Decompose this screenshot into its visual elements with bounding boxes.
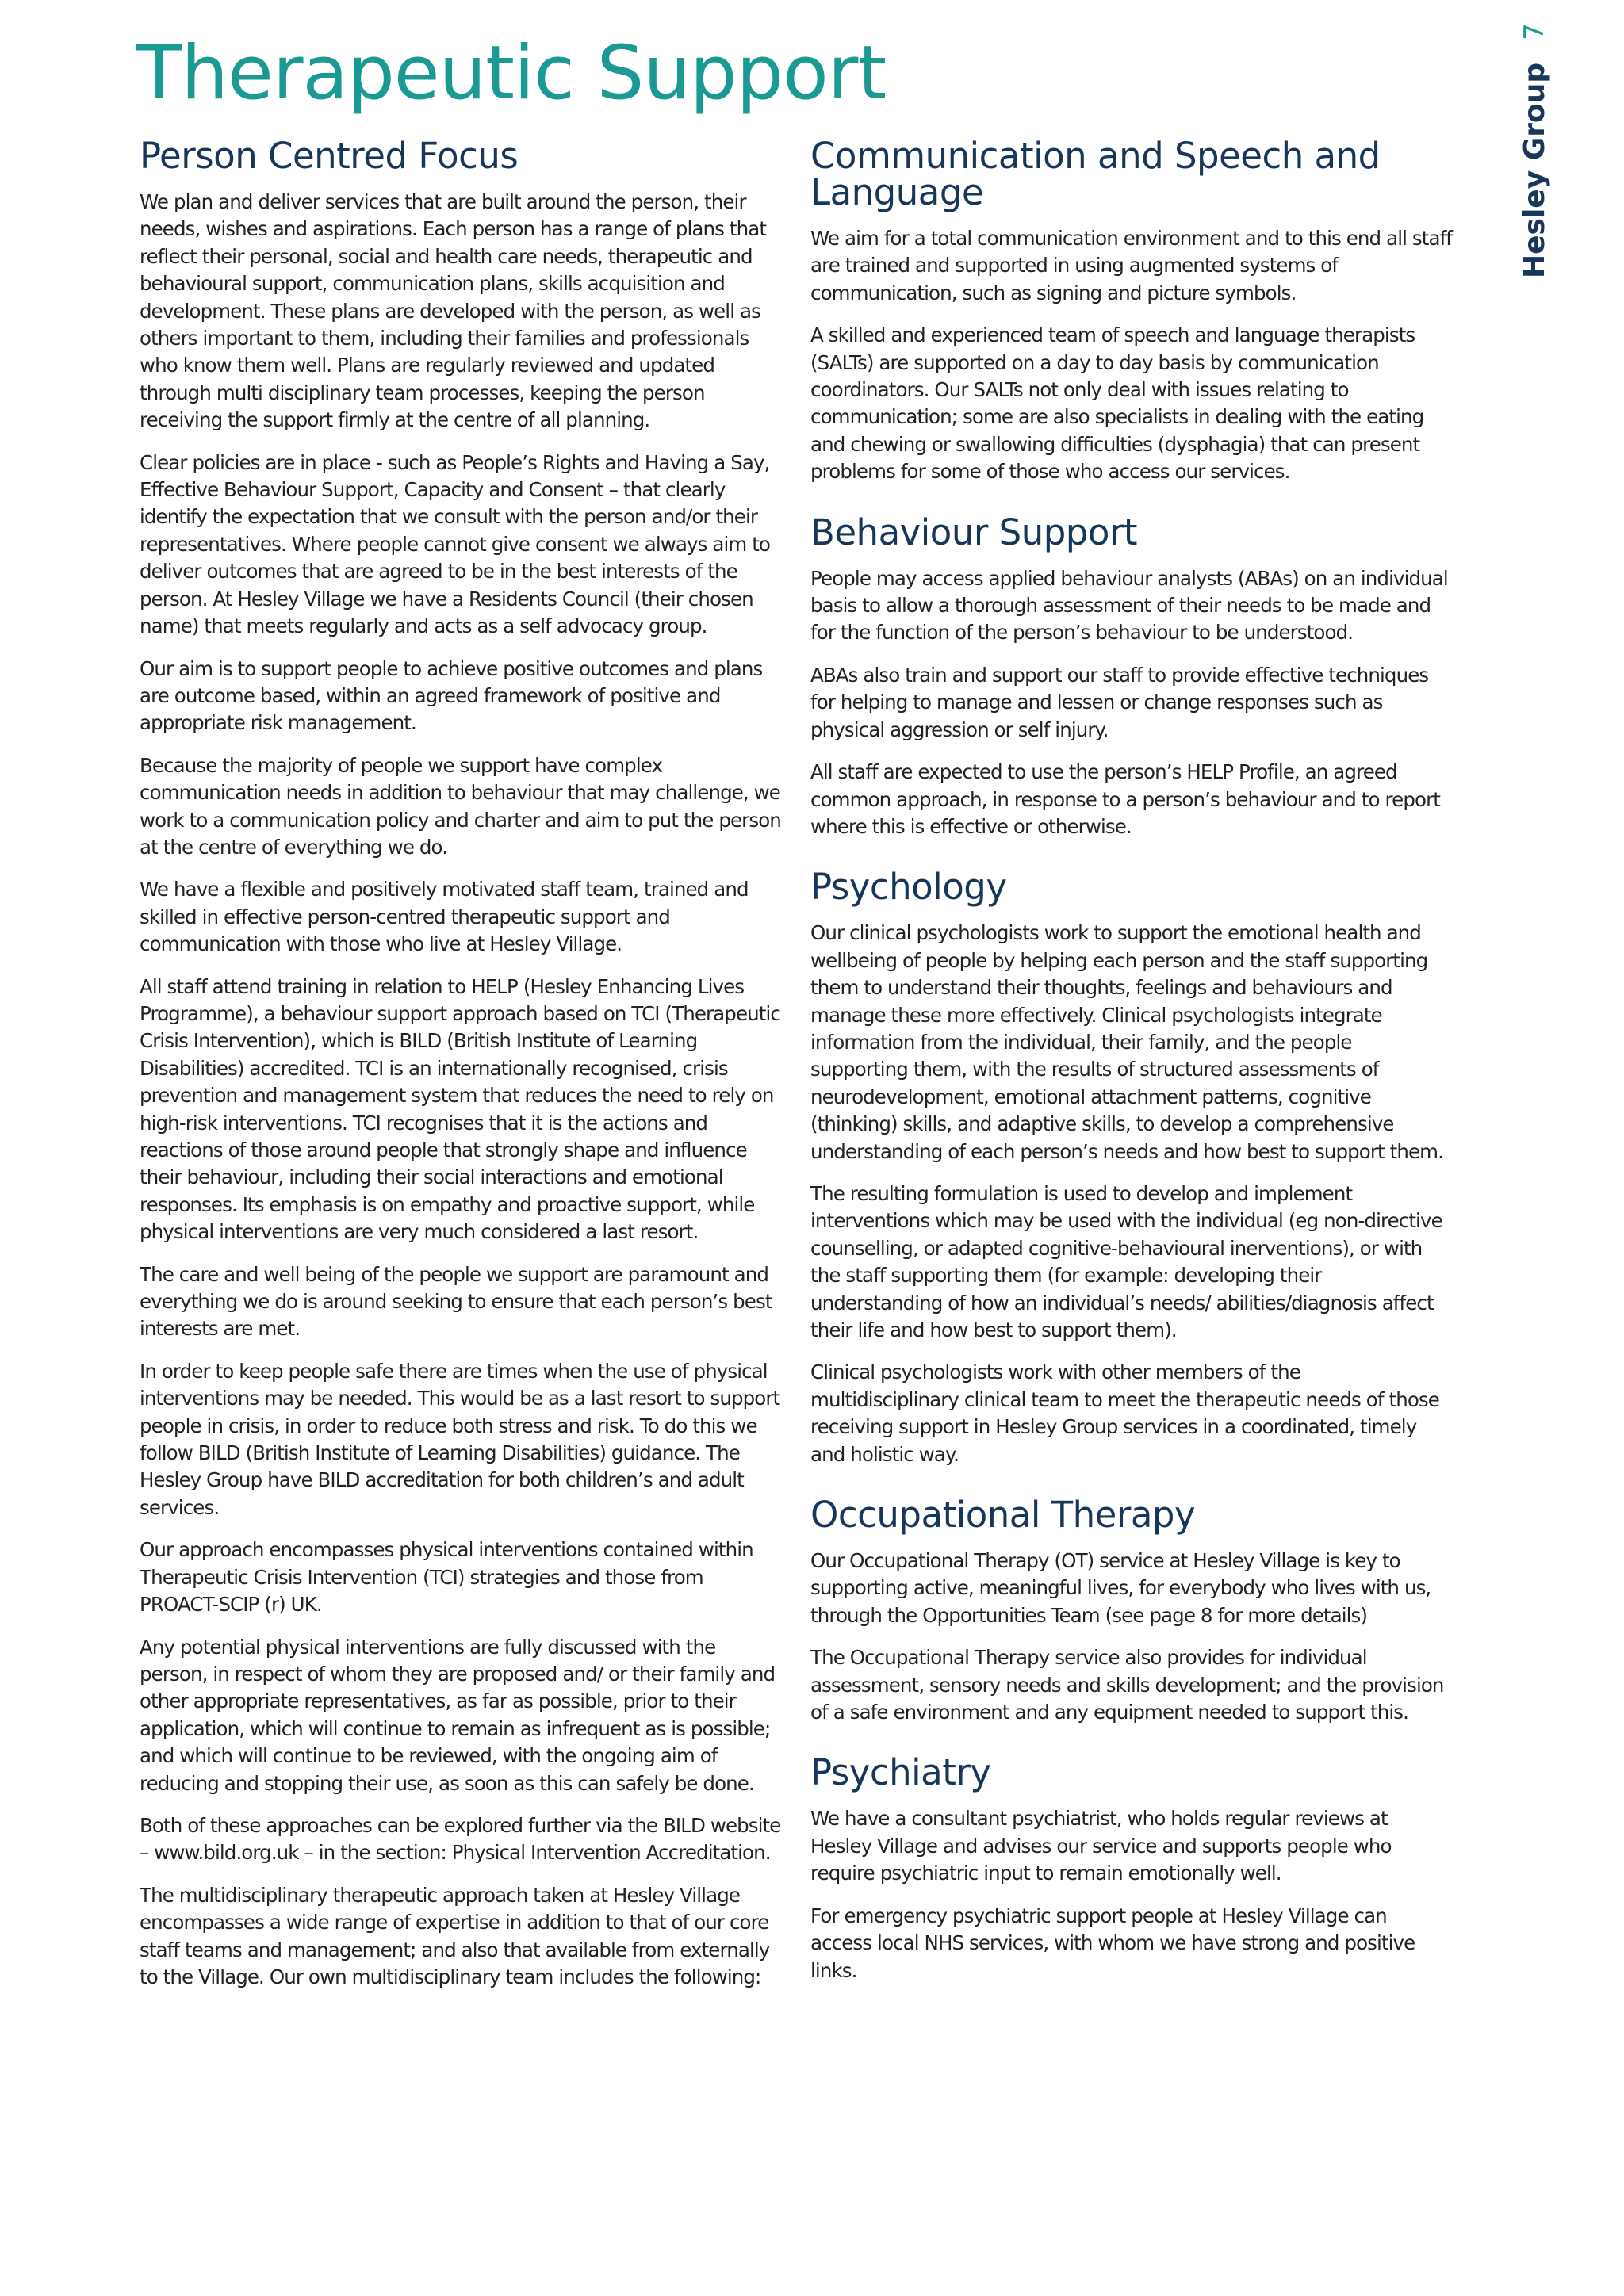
paragraph: Clinical psychologists work with other members of the multidisciplinary clinical team to meet the therapeutic needs of those receiving support in Hesley Group services in a coordinated, timely and holistic way. <box>810 1360 1439 1466</box>
paragraph: Our Occupational Therapy (OT) service at Hesley Village is key to supporting active, meaningful lives, for everybody who lives with us, through the Opportunities Team (see page 8 for more details) <box>810 1549 1431 1627</box>
paragraph: Our clinical psychologists work to support the emotional health and wellbeing of people by helping each person and the staff supporting them to understand their thoughts, feelings and behaviours and manage these more effectively. Clinical psychologists integrate information from the individual, their family, and the people supporting them, with the results of structured assessments of neurodevelopment, emotional attachment patterns, cognitive (thinking) skills, and adaptive skills, to develop a comprehensive understanding of each person’s needs and how best to support them. <box>810 921 1443 1163</box>
section-heading: Psychiatry <box>810 1751 991 1794</box>
section-behaviour-support <box>810 511 1453 841</box>
section-psychiatry <box>810 1751 1453 1984</box>
paragraph: Both of these approaches can be explored further via the BILD website – www.bild.org.uk – in the section: Physical Intervention Accreditation. <box>140 1813 781 1865</box>
paragraph: The care and well being of the people we support are paramount and everything we do is around seeking to ensure that each person’s best interests are met. <box>140 1262 772 1341</box>
paragraph: In order to keep people safe there are times when the use of physical interventions may be needed. This would be as a last resort to support people in crisis, in order to reduce both stress and risk. To do this we follow BILD (British Institute of Learning Disabilities) guidance. The Hesley Group have BILD accreditation for both children’s and adult services. <box>140 1359 780 1519</box>
paragraph: All staff are expected to use the person’s HELP Profile, an agreed common approach, in response to a person’s behaviour and to report where this is effective or otherwise. <box>810 760 1440 838</box>
page-number: 7 <box>1519 23 1550 40</box>
paragraph: We aim for a total communication environment and to this end all staff are trained and supported in using augmented systems of communication, such as signing and picture symbols. <box>810 227 1453 304</box>
paragraph: Our approach encompasses physical interventions contained within Therapeutic Crisis Intervention (TCI) strategies and those from PROACT-SCIP (r) UK. <box>140 1538 753 1617</box>
section-heading: Psychology <box>810 866 1007 909</box>
section-heading: Occupational Therapy <box>810 1494 1196 1536</box>
section-occupational-therapy <box>810 1494 1453 1726</box>
section-person-centred-focus <box>140 135 782 1991</box>
paragraph: Clear policies are in place - such as People’s Rights and Having a Say, Effective Behaviour Support, Capacity and Consent – that clearly identify the expectation that we consult with the person and/or their representatives. Where people cannot give consent we always aim to deliver outcomes that are agreed to be in the best interests of the person. At Hesley Village we have a Residents Council (their chosen name) that meets regularly and acts as a self advocacy group. <box>140 450 771 638</box>
right-column <box>810 135 1453 1999</box>
paragraph: Our aim is to support people to achieve positive outcomes and plans are outcome based, within an agreed framework of positive and appropriate risk management. <box>140 656 763 735</box>
brand-name: Hesley Group <box>1518 62 1551 278</box>
paragraph: Any potential physical interventions are fully discussed with the person, in respect of whom they are proposed and/ or their family and other appropriate representatives, as far as possible, prior to their application, which will continue to remain as infrequent as is possible; and which will continue to be reviewed, with the ongoing aim of reducing and stopping their use, as soon as this can safely be done. <box>140 1635 776 1795</box>
section-heading: Communication and Speech and Language <box>810 135 1381 213</box>
paragraph: ABAs also train and support our staff to provide effective techniques for helping to manage and lessen or change responses such as physical aggression or self injury. <box>810 663 1429 741</box>
paragraph: A skilled and experienced team of speech and language therapists (SALTs) are supported on a day to day basis by communication coordinators. Our SALTs not only deal with issues relating to communication; some are also specialists in dealing with the eating and chewing or swallowing difficulties (dysphagia) that can present problems for some of those who access our services. <box>810 323 1424 484</box>
side-brand <box>1503 23 1566 278</box>
paragraph: We have a consultant psychiatrist, who holds regular reviews at Hesley Village and advises our service and supports people who require psychiatric input to remain emotionally well. <box>810 1807 1392 1885</box>
paragraph: People may access applied behaviour analysts (ABAs) on an individual basis to allow a thorough assessment of their needs to be made and for the function of the person’s behaviour to be understood. <box>810 566 1448 645</box>
paragraph: We plan and deliver services that are built around the person, their needs, wishes and aspirations. Each person has a range of plans that reflect their personal, social and health care needs, therapeutic and behavioural support, communication plans, skills acquisition and development. These plans are developed with the person, as well as others important to them, including their families and professionals who know them well. Plans are regularly reviewed and updated through multi disciplinary team processes, keeping the person receiving the support firmly at the centre of all planning. <box>140 190 767 432</box>
paragraph: Because the majority of people we support have complex communication needs in addition to behaviour that may challenge, we work to a communication policy and charter and aim to put the person at the centre of everything we do. <box>140 753 781 859</box>
page-title: Therapeutic Support <box>136 30 887 117</box>
paragraph: For emergency psychiatric support people at Hesley Village can access local NHS services, with whom we have strong and positive links. <box>810 1904 1415 1982</box>
paragraph: The resulting formulation is used to develop and implement interventions which may be used with the individual (eg non-directive counselling, or adapted cognitive-behavioural inerventions), or with the staff supporting them (for example: developing their understanding of how an individual’s needs/ abilities/diagnosis affect their life and how best to support them). <box>810 1181 1442 1341</box>
paragraph: We have a flexible and positively motivated staff team, trained and skilled in effective person-centred therapeutic support and communication with those who live at Hesley Village. <box>140 878 749 956</box>
section-communication-speech-language <box>810 135 1453 486</box>
paragraph: The multidisciplinary therapeutic approach taken at Hesley Village encompasses a wide range of expertise in addition to that of our core staff teams and management; and also that available from externally to the Village. Our own multidisciplinary team includes the following: <box>140 1883 770 1988</box>
paragraph: All staff attend training in relation to HELP (Hesley Enhancing Lives Programme), a behaviour support approach based on TCI (Therapeutic Crisis Intervention), which is BILD (British Institute of Learning Disabilities) accredited. TCI is an internationally recognised, crisis prevention and management system that reduces the need to rely on high-risk interventions. TCI recognises that it is the actions and reactions of those around people that strongly shape and influence their behaviour, including their social interactions and emotional responses. Its emphasis is on empathy and proactive support, while physical interventions are very much considered a last resort. <box>140 974 780 1244</box>
section-heading: Behaviour Support <box>810 511 1138 553</box>
section-heading: Person Centred Focus <box>140 135 519 177</box>
paragraph: The Occupational Therapy service also provides for individual assessment, sensory needs and skills development; and the provision of a safe environment and any equipment needed to support this. <box>810 1646 1444 1724</box>
left-column <box>140 135 782 2006</box>
section-psychology <box>810 866 1453 1468</box>
